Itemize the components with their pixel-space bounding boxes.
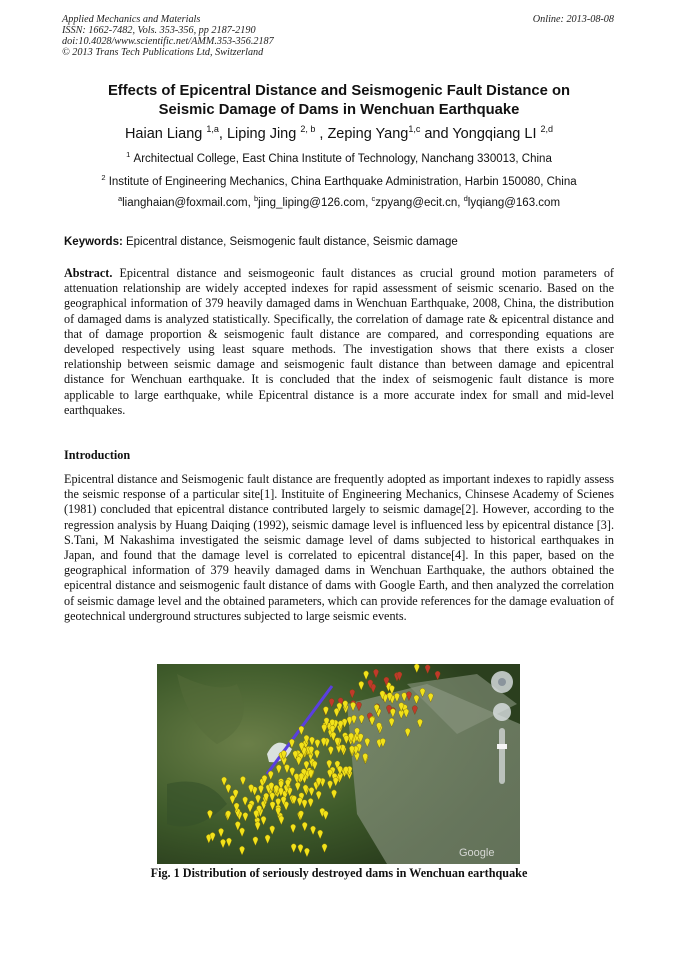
author-separator: and xyxy=(420,125,453,142)
email-sup: d xyxy=(463,194,468,203)
affiliation-1 xyxy=(40,150,638,165)
introduction-paragraph: Epicentral distance and Seismogenic fault distance are frequently adopted as important indexes to rapidly assess the seismic response of a particular site[1]. Instituite of Engineering Mechanics, Chinsese Academy of Scienes (1981) concluded that epicentral distance contributed largely to seismic damage[2]. However, according to the regression analysis by Huang Daiqing (1992), seismic damage level is influenced less by epicentral distance [3]. S.Tani, M Nakashima investigated the seismic damage level of dams subjected to historical earthquakes in Japan, and found that the damage level is correlated to epicentral distance[4]. In this paper, based on the geographical information of 379 heavily damaged dams in Wenchuan Earthquake, the authors obtained the epicentral distance and seismogenic fault distance of dams with Google Earth, and then analyzed the correlation of seismic damage level and the obtained parameters, which can provide references for the damage evaluation of geotechnical underground structures subjected to large seismic events. xyxy=(64,472,614,623)
keywords-text: Epicentral distance, Seismogenic fault distance, Seismic damage xyxy=(122,236,458,248)
abstract-text: Epicentral distance and seismogeonic fault distances as crucial ground motion parameters of attenuation relationship are widely accepted indexes for rapid assessment of seismic scenario. Based on the geographical information of 379 heavily damaged dams in Wenchuan Earthquake, 2008, China, the distribution of damaged dams is analyzed statistically. Specifically, the correlation of damage rate & epicentral distance and that of damage proportion & seismogenic fault distance are compared, and corresponding equations are developed respectively using least square methods. The investigation shows that there exists a closer relationship between seismic damage and seismogenic fault distance than between damage and epicentral distance for Wenchuan earthquake. It is concluded that the index of seismogenic fault distance is more applicable to large earthquake, while Epicentral distance is a more accurate index for small and mid-level earthquakes. xyxy=(64,266,614,417)
affiliation-text: Institute of Engineering Mechanics, China Earthquake Administration, Harbin 150080, China xyxy=(108,175,577,188)
abstract-label: Abstract. xyxy=(64,266,113,280)
affiliation-sup: 2 xyxy=(101,173,106,182)
email-address[interactable]: zpyang@ecit.cn, xyxy=(375,196,464,209)
title-line-1: Effects of Epicentral Distance and Seismogenic Fault Distance on xyxy=(107,83,571,99)
issn-line: ISSN: 1662-7482, Vols. 353-356, pp 2187-2190 xyxy=(62,25,256,36)
compass-center xyxy=(498,678,506,686)
author-name: Yongqiang LI xyxy=(452,125,537,142)
online-date: Online: 2013-08-08 xyxy=(532,14,614,25)
author-affil-sup: 1,a xyxy=(206,124,219,134)
pan-control-icon[interactable] xyxy=(493,703,511,721)
author-affil-sup: 1,c xyxy=(408,124,421,134)
author-separator: , xyxy=(218,125,227,142)
author-list xyxy=(40,124,638,142)
author-name: Zeping Yang xyxy=(327,125,409,142)
affiliation-text: Architectual College, East China Institute of Technology, Nanchang 330013, China xyxy=(133,152,552,165)
email-list xyxy=(40,194,638,209)
email-address[interactable]: lyqiang@163.com xyxy=(467,196,561,209)
author-separator: , xyxy=(315,125,328,142)
email-address[interactable]: lianghaian@foxmail.com, xyxy=(122,196,254,209)
google-watermark: Google xyxy=(459,847,495,859)
email-sup: b xyxy=(253,194,259,203)
figure-map xyxy=(157,664,520,864)
affiliation-2 xyxy=(40,173,638,188)
doi-line: doi:10.4028/www.scientific.net/AMM.353-356.2187 xyxy=(62,36,274,47)
author-name: Liping Jing xyxy=(226,125,297,142)
journal-name: Applied Mechanics and Materials xyxy=(62,14,201,25)
map-image xyxy=(157,664,520,864)
paper-title xyxy=(40,82,638,120)
email-sup: a xyxy=(117,194,123,203)
affiliation-sup: 1 xyxy=(126,150,131,159)
figure-caption: Fig. 1 Distribution of seriously destroyed dams in Wenchuan earthquake xyxy=(150,866,528,880)
section-heading-introduction: Introduction xyxy=(64,448,131,462)
email-sup: c xyxy=(371,194,376,203)
abstract xyxy=(64,266,614,418)
title-line-2: Seismic Damage of Dams in Wenchuan Earthquake xyxy=(158,102,520,118)
zoom-slider[interactable] xyxy=(499,728,505,784)
zoom-slider-thumb[interactable] xyxy=(497,744,507,749)
email-address[interactable]: jing_liping@126.com, xyxy=(258,196,372,209)
keywords-label: Keywords: xyxy=(64,236,123,248)
author-affil-sup: 2, b xyxy=(300,124,316,134)
author-affil-sup: 2,d xyxy=(540,124,554,134)
author-name: Haian Liang xyxy=(124,125,203,142)
copyright-line: © 2013 Trans Tech Publications Ltd, Switzerland xyxy=(62,47,264,58)
keywords xyxy=(64,236,458,248)
